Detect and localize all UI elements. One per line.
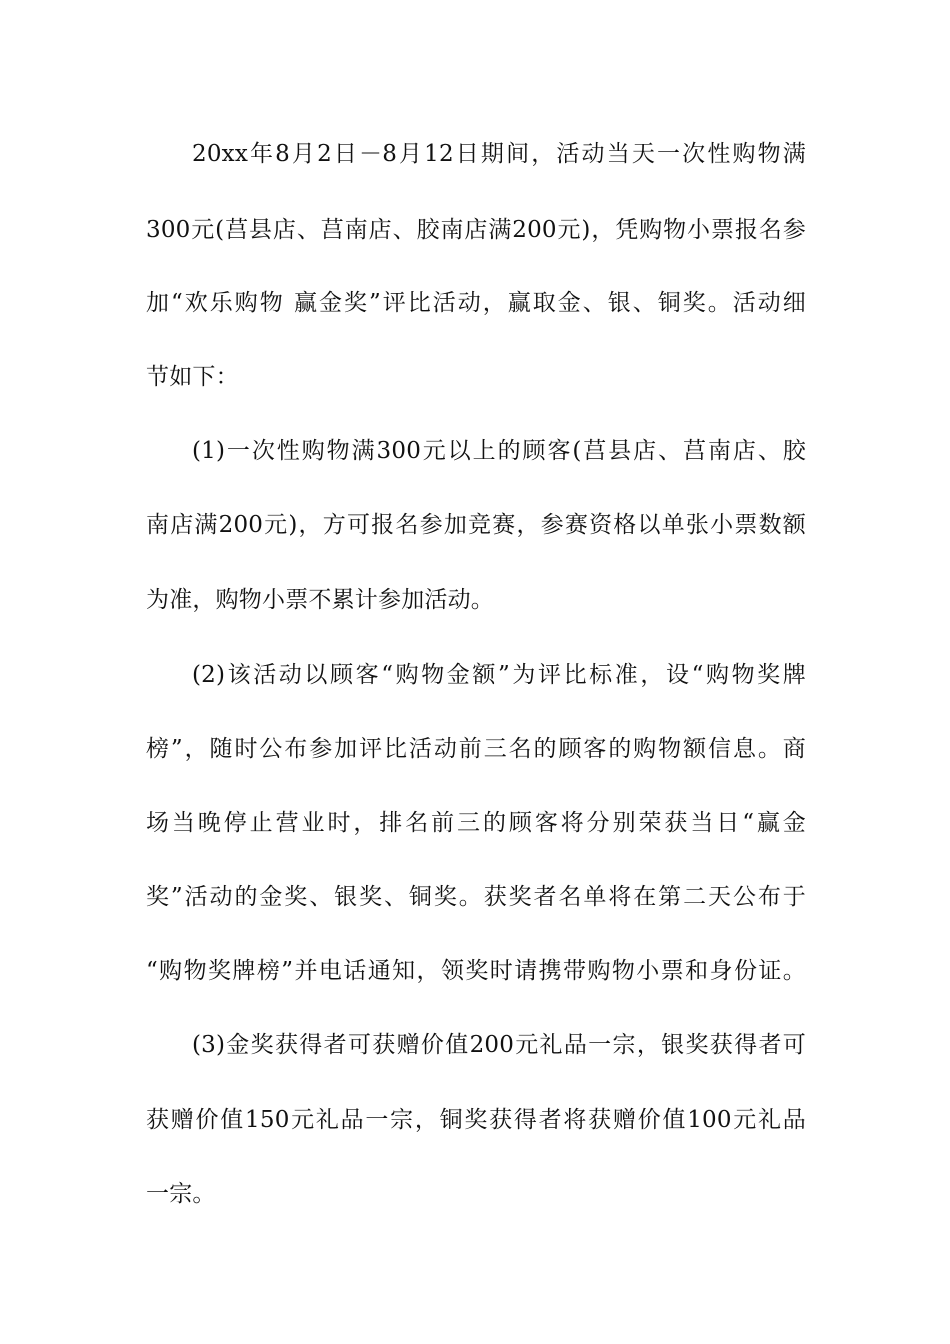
paragraph-3-line-2: 榜”，随时公布参加评比活动前三名的顾客的购物额信息。商	[146, 736, 806, 762]
paragraph-1-line-2: 300元(莒县店、莒南店、胶南店满200元)，凭购物小票报名参	[146, 217, 806, 243]
paragraph-1-line-4: 节如下：	[146, 364, 239, 390]
paragraph-4-line-3: 一宗。	[146, 1181, 216, 1207]
paragraph-3-line-1: (2)该活动以顾客“购物金额”为评比标准，设“购物奖牌	[192, 662, 806, 688]
paragraph-2-line-3: 为准，购物小票不累计参加活动。	[146, 587, 494, 613]
paragraph-2-line-1: (1)一次性购物满300元以上的顾客(莒县店、莒南店、胶	[192, 438, 806, 464]
paragraph-1-line-3: 加“欢乐购物 赢金奖”评比活动，赢取金、银、铜奖。活动细	[146, 290, 806, 316]
paragraph-2-line-2: 南店满200元)，方可报名参加竞赛，参赛资格以单张小票数额	[146, 512, 806, 538]
paragraph-4-line-1: (3)金奖获得者可获赠价值200元礼品一宗，银奖获得者可	[192, 1032, 806, 1058]
paragraph-4-line-2: 获赠价值150元礼品一宗，铜奖获得者将获赠价值100元礼品	[146, 1107, 806, 1133]
paragraph-1-line-1: 20xx年8月2日－8月12日期间，活动当天一次性购物满	[192, 141, 806, 167]
paragraph-3-line-3: 场当晚停止营业时，排名前三的顾客将分别荣获当日“赢金	[146, 810, 806, 836]
paragraph-3-line-4: 奖”活动的金奖、银奖、铜奖。获奖者名单将在第二天公布于	[146, 884, 806, 910]
paragraph-3-line-5: “购物奖牌榜”并电话通知，领奖时请携带购物小票和身份证。	[146, 958, 806, 984]
